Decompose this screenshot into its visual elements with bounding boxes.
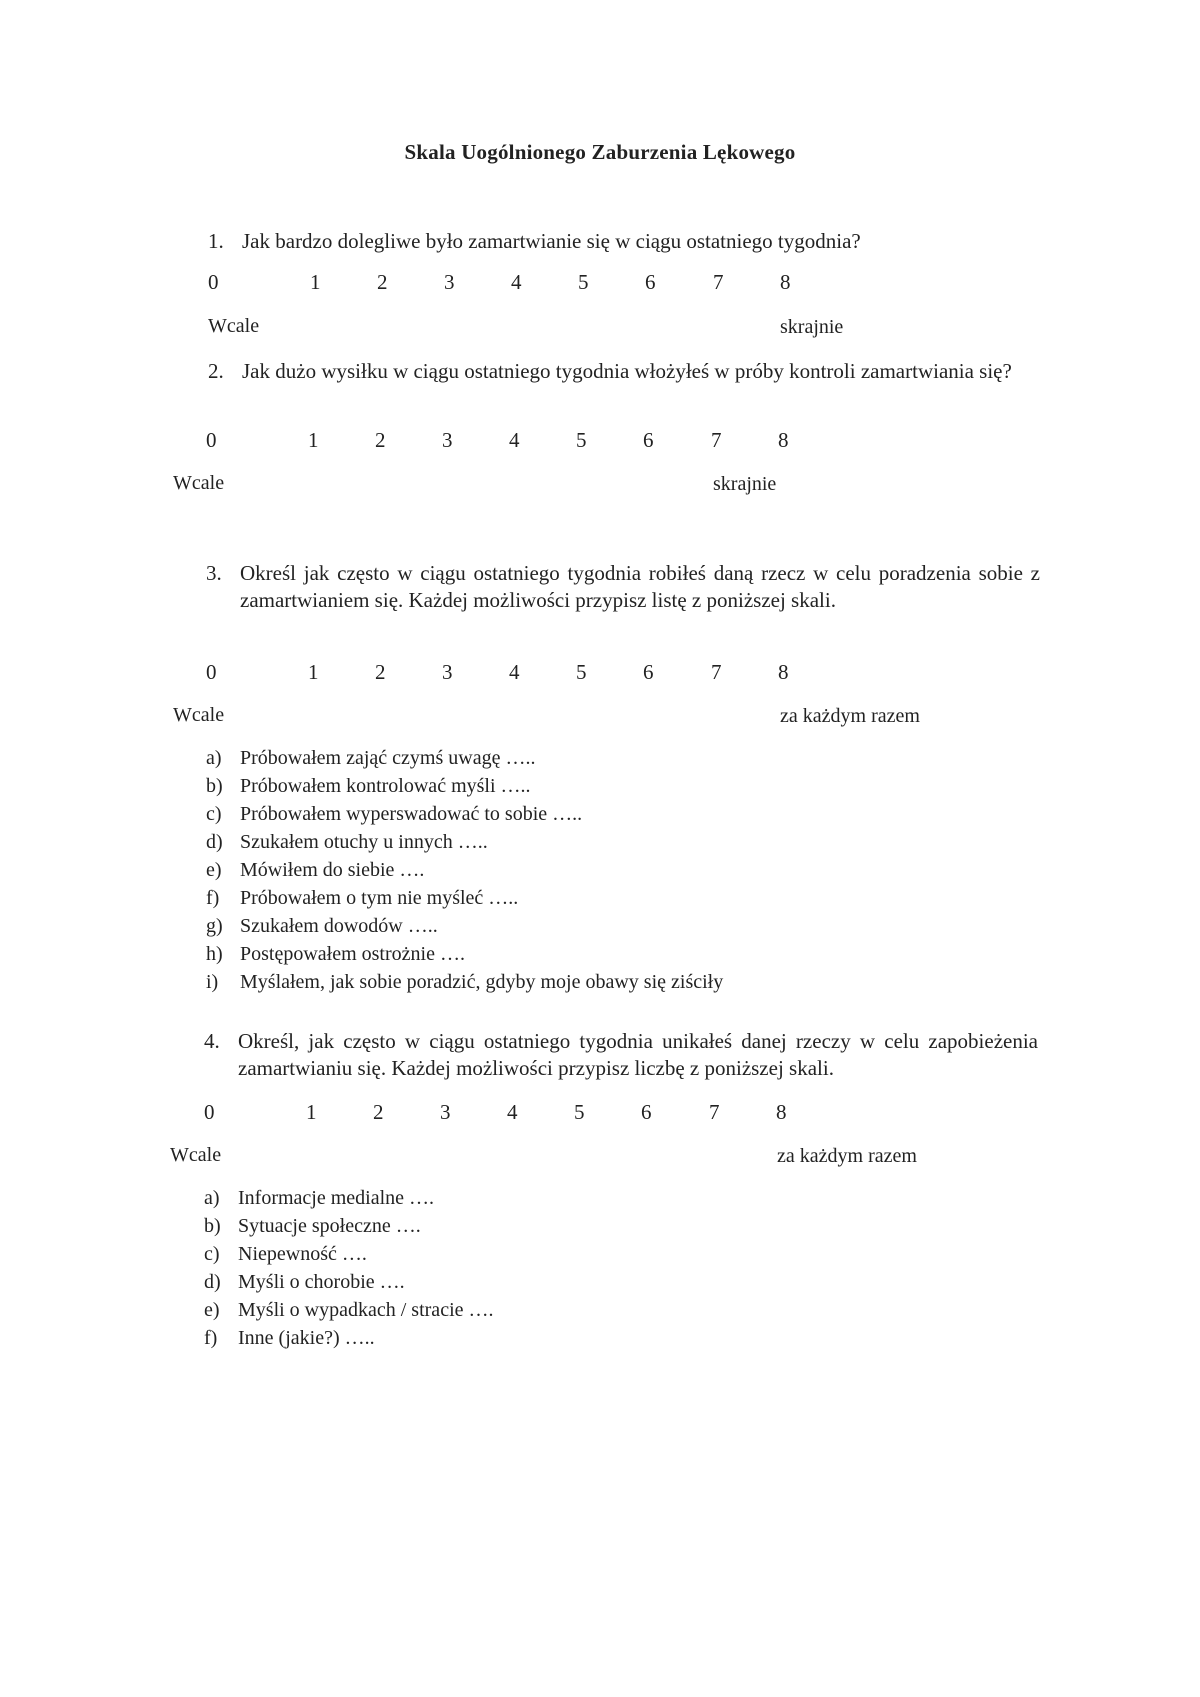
- option-text: Niepewność ….: [238, 1243, 367, 1265]
- scale-value-6[interactable]: 6: [643, 428, 654, 452]
- scale-value-7[interactable]: 7: [709, 1100, 720, 1124]
- question-4-text: Określ, jak często w ciągu ostatniego tygodnia unikałeś danej rzeczy w celu zapobieżenia zamartwianiu się. Każdej możliwości przypisz liczbę z poniższej skali.: [238, 1029, 1038, 1080]
- scale-value-3[interactable]: 3: [442, 660, 453, 684]
- list-item: [206, 912, 826, 940]
- question-1: [208, 228, 1028, 258]
- scale-value-0[interactable]: 0: [204, 1100, 215, 1124]
- question-3-scale: [206, 660, 806, 686]
- question-4-options: [204, 1184, 824, 1352]
- question-4-scale-high-label: za każdym razem: [777, 1145, 917, 1167]
- scale-value-1[interactable]: 1: [310, 270, 321, 294]
- question-4-scale: [204, 1100, 804, 1126]
- option-text: Myślałem, jak sobie poradzić, gdyby moje obawy się ziściły: [240, 971, 724, 993]
- list-item: [206, 968, 826, 996]
- list-item: [204, 1324, 824, 1352]
- list-item: [204, 1184, 824, 1212]
- question-1-scale-low-label: Wcale: [208, 315, 260, 337]
- option-text: Próbowałem kontrolować myśli …..: [240, 775, 531, 797]
- question-4-scale-low-label: Wcale: [170, 1144, 222, 1166]
- option-label: a): [206, 747, 222, 769]
- option-label: c): [206, 803, 222, 825]
- scale-value-5[interactable]: 5: [576, 660, 587, 684]
- option-text: Informacje medialne ….: [238, 1187, 435, 1209]
- scale-value-8[interactable]: 8: [776, 1100, 787, 1124]
- option-label: h): [206, 943, 223, 965]
- question-2: [208, 358, 1048, 414]
- question-2-scale-high-label: skrajnie: [713, 473, 777, 495]
- scale-value-0[interactable]: 0: [206, 428, 217, 452]
- option-label: e): [206, 859, 222, 881]
- scale-value-2[interactable]: 2: [375, 428, 386, 452]
- scale-value-8[interactable]: 8: [780, 270, 791, 294]
- question-3-text: Określ jak często w ciągu ostatniego tygodnia robiłeś daną rzecz w celu poradzenia sobie z zamartwianiem się. Każdej możliwości przypisz listę z poniższej skali.: [240, 561, 1040, 612]
- scale-value-7[interactable]: 7: [711, 428, 722, 452]
- scale-value-3[interactable]: 3: [444, 270, 455, 294]
- scale-value-2[interactable]: 2: [377, 270, 388, 294]
- scale-value-7[interactable]: 7: [713, 270, 724, 294]
- option-label: f): [206, 887, 220, 909]
- scale-value-1[interactable]: 1: [308, 428, 319, 452]
- scale-value-6[interactable]: 6: [645, 270, 656, 294]
- option-label: d): [204, 1271, 221, 1293]
- question-1-scale-high-label: skrajnie: [780, 316, 844, 338]
- question-1-number: 1.: [208, 229, 224, 253]
- scale-value-4[interactable]: 4: [511, 270, 522, 294]
- option-text: Myśli o wypadkach / stracie ….: [238, 1299, 494, 1321]
- list-item: [206, 744, 826, 772]
- scale-value-0[interactable]: 0: [208, 270, 219, 294]
- question-3-scale-high-label: za każdym razem: [780, 705, 920, 727]
- scale-value-5[interactable]: 5: [576, 428, 587, 452]
- scale-value-5[interactable]: 5: [574, 1100, 585, 1124]
- scale-value-1[interactable]: 1: [308, 660, 319, 684]
- option-text: Sytuacje społeczne ….: [238, 1215, 421, 1237]
- option-text: Inne (jakie?) …..: [238, 1327, 375, 1349]
- question-3-number: 3.: [206, 561, 222, 585]
- question-1-scale: [208, 270, 808, 296]
- scale-value-3[interactable]: 3: [440, 1100, 451, 1124]
- list-item: [206, 772, 826, 800]
- question-3: [206, 560, 1046, 616]
- scale-value-4[interactable]: 4: [509, 660, 520, 684]
- option-text: Próbowałem wyperswadować to sobie …..: [240, 803, 583, 825]
- page-title: Skala Uogólnionego Zaburzenia Lękowego: [404, 140, 796, 164]
- option-label: g): [206, 915, 223, 937]
- scale-value-3[interactable]: 3: [442, 428, 453, 452]
- scale-value-5[interactable]: 5: [578, 270, 589, 294]
- question-1-text: Jak bardzo dolegliwe było zamartwianie się w ciągu ostatniego tygodnia?: [242, 229, 861, 253]
- scale-value-0[interactable]: 0: [206, 660, 217, 684]
- list-item: [206, 940, 826, 968]
- option-label: f): [204, 1327, 218, 1349]
- scale-value-7[interactable]: 7: [711, 660, 722, 684]
- list-item: [204, 1240, 824, 1268]
- list-item: [204, 1296, 824, 1324]
- question-2-scale-low-label: Wcale: [173, 472, 225, 494]
- scale-value-1[interactable]: 1: [306, 1100, 317, 1124]
- list-item: [204, 1268, 824, 1296]
- option-text: Myśli o chorobie ….: [238, 1271, 405, 1293]
- scale-value-6[interactable]: 6: [643, 660, 654, 684]
- option-text: Próbowałem o tym nie myśleć …..: [240, 887, 519, 909]
- option-text: Postępowałem ostrożnie ….: [240, 943, 465, 965]
- option-text: Szukałem dowodów …..: [240, 915, 438, 937]
- option-text: Próbowałem zająć czymś uwagę …..: [240, 747, 536, 769]
- list-item: [206, 884, 826, 912]
- question-2-number: 2.: [208, 359, 224, 383]
- scale-value-2[interactable]: 2: [373, 1100, 384, 1124]
- scale-value-4[interactable]: 4: [507, 1100, 518, 1124]
- list-item: [206, 828, 826, 856]
- option-label: d): [206, 831, 223, 853]
- question-3-options: [206, 744, 826, 996]
- scale-value-6[interactable]: 6: [641, 1100, 652, 1124]
- option-label: a): [204, 1187, 220, 1209]
- scale-value-4[interactable]: 4: [509, 428, 520, 452]
- question-4-number: 4.: [204, 1029, 220, 1053]
- option-label: b): [204, 1215, 221, 1237]
- question-2-scale: [206, 428, 806, 454]
- question-3-scale-low-label: Wcale: [173, 704, 225, 726]
- list-item: [206, 856, 826, 884]
- scale-value-8[interactable]: 8: [778, 660, 789, 684]
- option-label: c): [204, 1243, 220, 1265]
- option-label: i): [206, 971, 219, 993]
- question-2-text: Jak dużo wysiłku w ciągu ostatniego tygodnia włożyłeś w próby kontroli zamartwiania się?: [242, 359, 1012, 383]
- question-4: [204, 1028, 1044, 1084]
- option-label: b): [206, 775, 223, 797]
- scale-value-8[interactable]: 8: [778, 428, 789, 452]
- scale-value-2[interactable]: 2: [375, 660, 386, 684]
- list-item: [206, 800, 826, 828]
- list-item: [204, 1212, 824, 1240]
- option-text: Mówiłem do siebie ….: [240, 859, 425, 881]
- option-label: e): [204, 1299, 220, 1321]
- option-text: Szukałem otuchy u innych …..: [240, 831, 488, 853]
